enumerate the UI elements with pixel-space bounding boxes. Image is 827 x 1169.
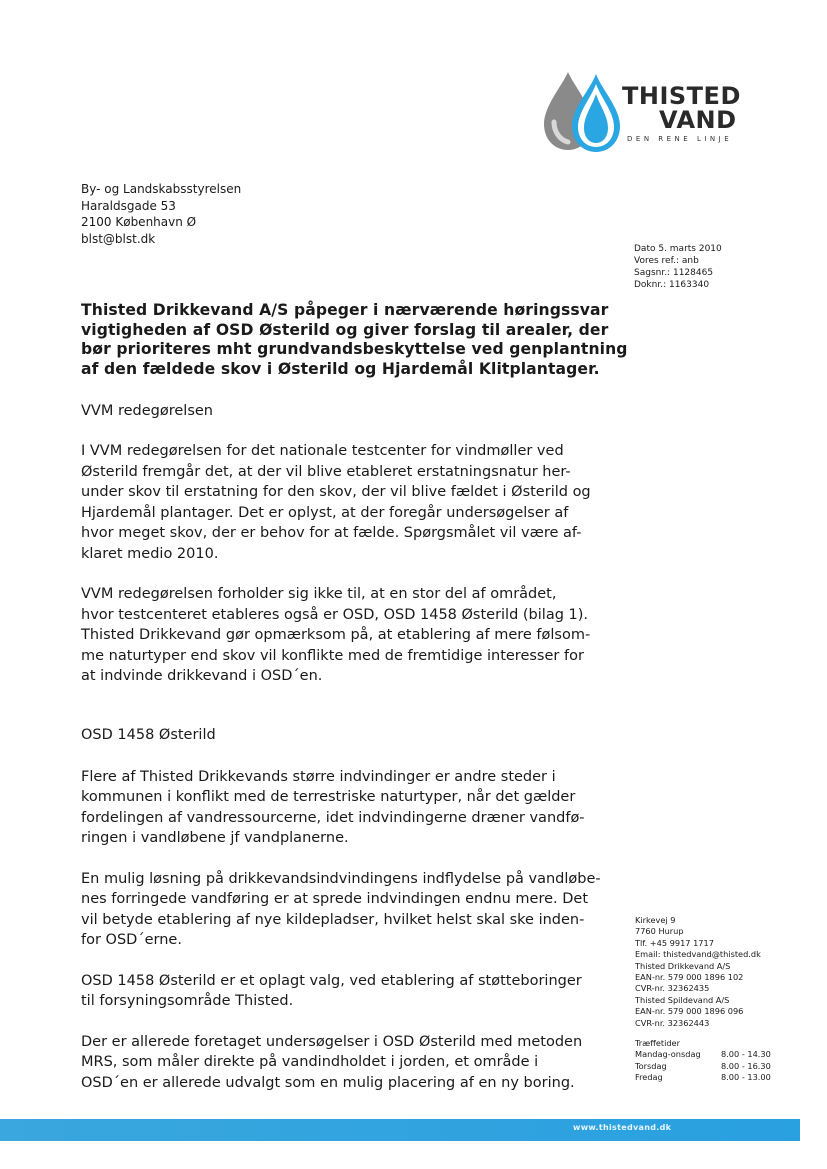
text-line: at indvinde drikkevand i OSD´en.	[81, 668, 323, 684]
paragraph	[81, 767, 626, 849]
company-contact-sidebar	[635, 915, 795, 1084]
text-line: OSD´en er allerede udvalgt som en mulig placering af en ny boring.	[81, 1074, 575, 1091]
text-line: Østerild fremgår det, at der vil blive etableret erstatningsnatur her-	[81, 463, 571, 480]
paragraph	[81, 1032, 626, 1094]
company-line: Thisted Drikkevand A/S	[635, 960, 731, 971]
paragraph	[81, 971, 626, 1012]
document-number-line: Doknr.: 1163340	[634, 280, 710, 290]
recipient-line: Haraldsgade 53	[81, 198, 176, 213]
section-title-vvm: VVM redegørelsen	[81, 403, 213, 419]
paragraph	[81, 869, 626, 951]
text-line: I VVM redegørelsen for det nationale testcenter for vindmøller ved	[81, 443, 564, 459]
text-line: OSD 1458 Østerild er et oplagt valg, ved etablering af støtteboringer	[81, 972, 582, 989]
text-line: Der er allerede foretaget undersøgelser i OSD Østerild med metoden	[81, 1033, 583, 1050]
paragraph	[81, 584, 626, 687]
hours-day: Mandag-onsdag	[635, 1049, 701, 1060]
hours-time: 8.00 - 14.30	[721, 1049, 771, 1060]
cvr-line: CVR-nr. 32362435	[635, 983, 710, 994]
text-line: Thisted Drikkevand gør opmærksom på, at etablering af mere følsom-	[81, 627, 591, 643]
cvr-line: CVR-nr. 32362443	[635, 1017, 710, 1028]
ean-line: EAN-nr. 579 000 1896 096	[635, 1006, 744, 1017]
email-line: Email: thistedvand@thisted.dk	[635, 949, 761, 960]
address-line: Kirkevej 9	[635, 915, 676, 925]
text-line: MRS, som måler direkte på vandindholdet i jorden, et område i	[81, 1054, 539, 1070]
footer-bar	[0, 1119, 800, 1141]
hours-row	[635, 1072, 795, 1083]
text-line: Hjardemål plantager. Det er oplyst, at der foregår undersøgelser af	[81, 504, 569, 521]
text-line: nes forringede vandføring er at sprede indvindingen endnu mere. Det	[81, 891, 589, 907]
hours-day: Fredag	[635, 1072, 663, 1083]
document-meta	[634, 243, 722, 291]
text-line: vil betyde etablering af nye kildepladser, hvilket helst skal ske inden-	[81, 911, 585, 928]
headline-line: vigtigheden af OSD Østerild og giver forslag til arealer, der	[81, 320, 609, 339]
hours-time: 8.00 - 13.00	[721, 1072, 771, 1083]
letter-body	[81, 301, 626, 1093]
text-line: kommunen i konflikt med de terrestriske naturtyper, når det gælder	[81, 789, 576, 805]
text-line: for OSD´erne.	[81, 932, 182, 948]
text-line: ringen i vandløbene jf vandplanerne.	[81, 830, 349, 846]
headline-line: Thisted Drikkevand A/S påpeger i nærværende høringssvar	[81, 301, 609, 319]
recipient-line: By- og Landskabsstyrelsen	[81, 182, 242, 196]
text-line: til forsyningsområde Thisted.	[81, 993, 294, 1009]
text-line: fordelingen af vandressourcerne, idet indvindingerne dræner vandfø-	[81, 809, 585, 826]
headline-line: bør prioriteres mht grundvandsbeskyttelse ved genplantning	[81, 340, 628, 358]
recipient-email: blst@blst.dk	[81, 231, 156, 246]
text-line: me naturtyper end skov vil konflikte med de fremtidige interesser for	[81, 647, 584, 664]
ean-line: EAN-nr. 579 000 1896 102	[635, 972, 744, 983]
office-hours	[635, 1038, 795, 1084]
hours-day: Torsdag	[635, 1060, 667, 1071]
hours-row	[635, 1061, 795, 1072]
headline-line: af den fældede skov i Østerild og Hjardemål Klitplantager.	[81, 359, 600, 378]
text-line: VVM redegørelsen forholder sig ikke til, at en stor del af området,	[81, 586, 557, 602]
hours-time: 8.00 - 16.30	[721, 1060, 771, 1071]
recipient-line: 2100 København Ø	[81, 215, 197, 229]
office-hours-title: Træffetider	[635, 1038, 680, 1049]
date-line: Dato 5. marts 2010	[634, 244, 722, 254]
phone-line: Tlf. +45 9917 1717	[635, 937, 714, 948]
text-line: hvor meget skov, der er behov for at fælde. Spørgsmålet vil være af-	[81, 525, 582, 541]
text-line: under skov til erstatning for den skov, der vil blive fældet i Østerild og	[81, 484, 591, 500]
text-line: En mulig løsning på drikkevandsindvindingens indflydelse på vandløbe-	[81, 870, 601, 887]
logo-wordmark-line2: VAND	[659, 106, 737, 134]
logo-tagline: DEN RENE LINJE	[627, 135, 733, 143]
section-title-osd: OSD 1458 Østerild	[81, 726, 216, 743]
company-logo	[540, 66, 750, 156]
footer-website-link[interactable]: www.thistedvand.dk	[573, 1123, 672, 1132]
paragraph	[81, 441, 626, 564]
recipient-address	[81, 181, 241, 247]
letter-headline	[81, 301, 626, 379]
case-number-line: Sagsnr.: 1128465	[634, 268, 714, 278]
hours-row	[635, 1049, 795, 1060]
logo-wordmark-line1: THISTED	[622, 82, 741, 110]
text-line: hvor testcenteret etableres også er OSD, OSD 1458 Østerild (bilag 1).	[81, 606, 589, 623]
text-line: klaret medio 2010.	[81, 545, 219, 562]
water-drops-icon	[540, 68, 630, 154]
reference-line: Vores ref.: anb	[634, 256, 699, 266]
text-line: Flere af Thisted Drikkevands større indvindinger er andre steder i	[81, 768, 556, 785]
company-line: Thisted Spildevand A/S	[635, 994, 730, 1005]
address-line: 7760 Hurup	[635, 926, 684, 937]
